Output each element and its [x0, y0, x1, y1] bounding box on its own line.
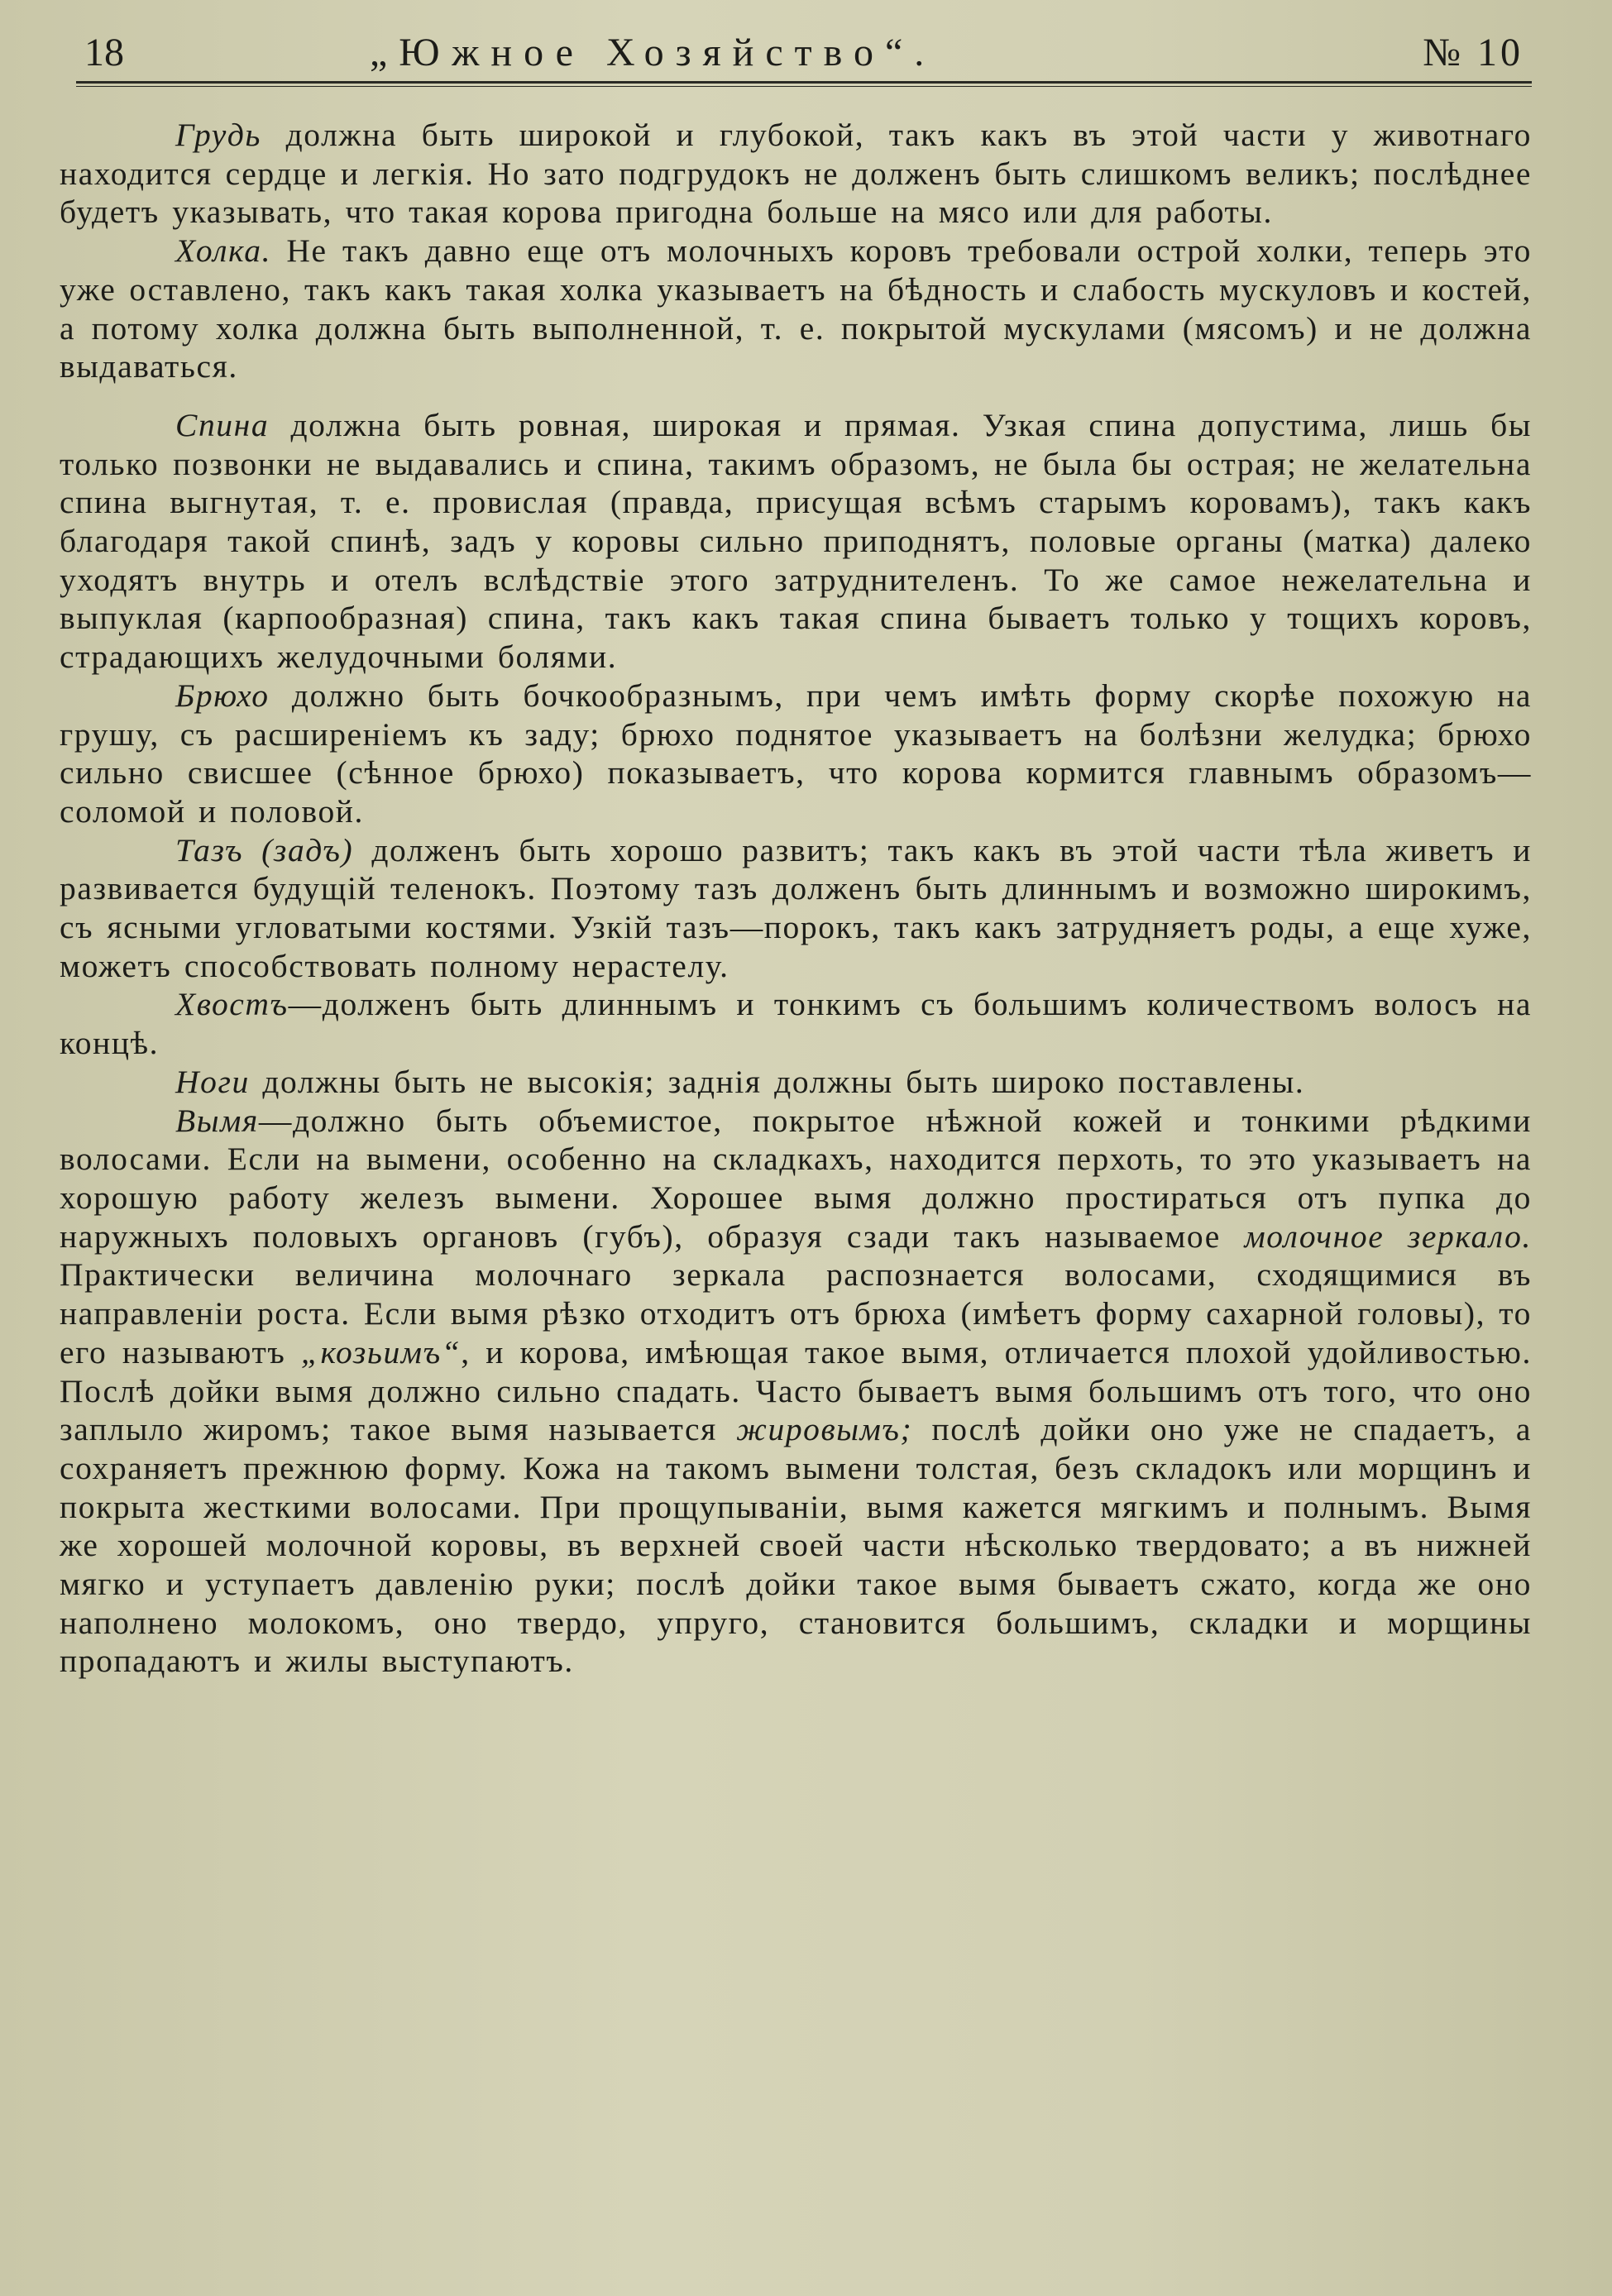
term-fat-udder: жировымъ;: [736, 1411, 913, 1448]
paragraph-belly: [60, 677, 1532, 831]
paragraph-text: должно быть бочкообразнымъ, при чемъ имѣть форму скорѣе похожую на грушу, съ расширеніемъ къ заду; брюхо поднятое указываетъ на болѣзни желудка; брюхо сильно свисшее (сѣнное брюхо) показываетъ, что корова кормится главнымъ образомъ—соломой и половой.: [60, 677, 1532, 830]
paragraph-text: —должно быть объемистое, покрытое нѣжной кожей и тонкими рѣдкими волосами. Если на вымени, особенно на складкахъ, находится перхоть, то это указываетъ на хорошую работу железъ вымени. Хорошее вымя должно простираться отъ пупка до наружныхъ половыхъ органовъ (губъ), образуя сзади такъ называемое: [60, 1102, 1532, 1255]
article-body: [60, 116, 1532, 1681]
paragraph-text: долженъ быть хорошо развитъ; такъ какъ въ этой части тѣла живетъ и развивается будущій теленокъ. Поэтому тазъ долженъ быть длиннымъ и возможно широкимъ, съ ясными угловатыми костями. Узкій тазъ—порокъ, такъ какъ затрудняетъ роды, а еще хуже, можетъ способствовать полному нерастелу.: [60, 831, 1533, 984]
term-chest: Грудь: [175, 117, 261, 153]
issue-number: № 10: [1423, 31, 1524, 74]
paragraph-tail: [60, 985, 1532, 1062]
paragraph-text: , и корова, имѣющая такое вымя, отличается плохой удойливостью. Послѣ дойки вымя должно сильно спадать. Часто бываетъ вымя большимъ отъ того, что оно заплыло жиромъ; такое вымя называется: [60, 1333, 1532, 1448]
paragraph-text: Не такъ давно еще отъ молочныхъ коровъ требовали острой холки, теперь это уже оставлено, такъ какъ такая холка указываетъ на бѣдность и слабость мускуловъ и костей, а потому холка должна быть выполненной, т. е. покрытой мускулами (мясомъ) и не должна выдаваться.: [60, 232, 1532, 385]
paragraph-back: [60, 406, 1532, 677]
paragraph-withers: [60, 232, 1532, 386]
term-udder: Вымя: [175, 1102, 259, 1139]
paragraph-text: Практически величина молочнаго зеркала распознается волосами, сходящимися въ направленіи роста. Если вымя рѣзко отходитъ отъ брюха (имѣетъ форму сахарной головы), то его называютъ: [60, 1256, 1532, 1370]
running-header: [60, 25, 1532, 81]
paragraph-legs: [60, 1063, 1532, 1102]
paragraph-text: должны быть не высокія; заднія должны быть широко поставлены.: [249, 1063, 1305, 1100]
header-divider: [76, 81, 1532, 87]
paragraph-text: должна быть широкой и глубокой, такъ какъ въ этой части у животнаго находится сердце и легкія. Но зато подгрудокъ не долженъ быть слишкомъ великъ; послѣднее будетъ указывать, что такая корова пригодна больше на мясо или для работы.: [60, 117, 1532, 231]
term-legs: Ноги: [175, 1063, 250, 1100]
term-belly: Брюхо: [175, 677, 270, 714]
journal-page: [60, 15, 1540, 2281]
term-tail: Хвостъ: [175, 986, 289, 1023]
paragraph-text: должна быть ровная, широкая и прямая. Узкая спина допустима, лишь бы только позвонки не выдавались и спина, такимъ образомъ, не была бы острая; не желательна спина выгнутая, т. е. провислая (правда, присущая всѣмъ старымъ коровамъ), такъ какъ благодаря такой спинѣ, задъ у коровы сильно приподнятъ, половые органы (матка) далеко уходятъ внутрь и отелъ вслѣдствіе этого затруднителенъ. То же самое нежелательна и выпуклая (карпообразная) спина, такъ какъ такая спина бываетъ только у тощихъ коровъ, страдающихъ желудочными болями.: [60, 406, 1532, 676]
term-pelvis: Тазъ (задъ): [175, 831, 354, 868]
term-milk-mirror: молочное зеркало.: [1244, 1217, 1532, 1255]
paragraph-text: послѣ дойки оно уже не спадаетъ, а сохраняетъ прежнюю форму. Кожа на такомъ вымени толстая, безъ складокъ или морщинъ и покрыта жесткими волосами. При прощупываніи, вымя кажется мягкимъ и полнымъ. Вымя же хорошей молочной коровы, въ верхней своей части нѣсколько твердовато; а въ нижней мягко и уступаетъ давленію руки; послѣ дойки такое вымя бываетъ сжато, когда же оно наполнено молокомъ, оно твердо, упруго, становится большимъ, складки и морщины пропадаютъ и жилы выступаютъ.: [60, 1411, 1532, 1680]
term-goat-udder: „козьимъ“: [300, 1333, 462, 1370]
term-back: Спина: [175, 406, 270, 443]
term-withers: Холка.: [175, 232, 272, 270]
page-number: 18: [84, 31, 124, 74]
paragraph-chest: [60, 116, 1532, 232]
paragraph-pelvis: [60, 831, 1532, 986]
paragraph-text: —долженъ быть длиннымъ и тонкимъ съ большимъ количествомъ волосъ на концѣ.: [60, 986, 1532, 1062]
paragraph-udder: [60, 1102, 1532, 1681]
journal-title: „Южное Хозяйство“.: [370, 31, 936, 74]
